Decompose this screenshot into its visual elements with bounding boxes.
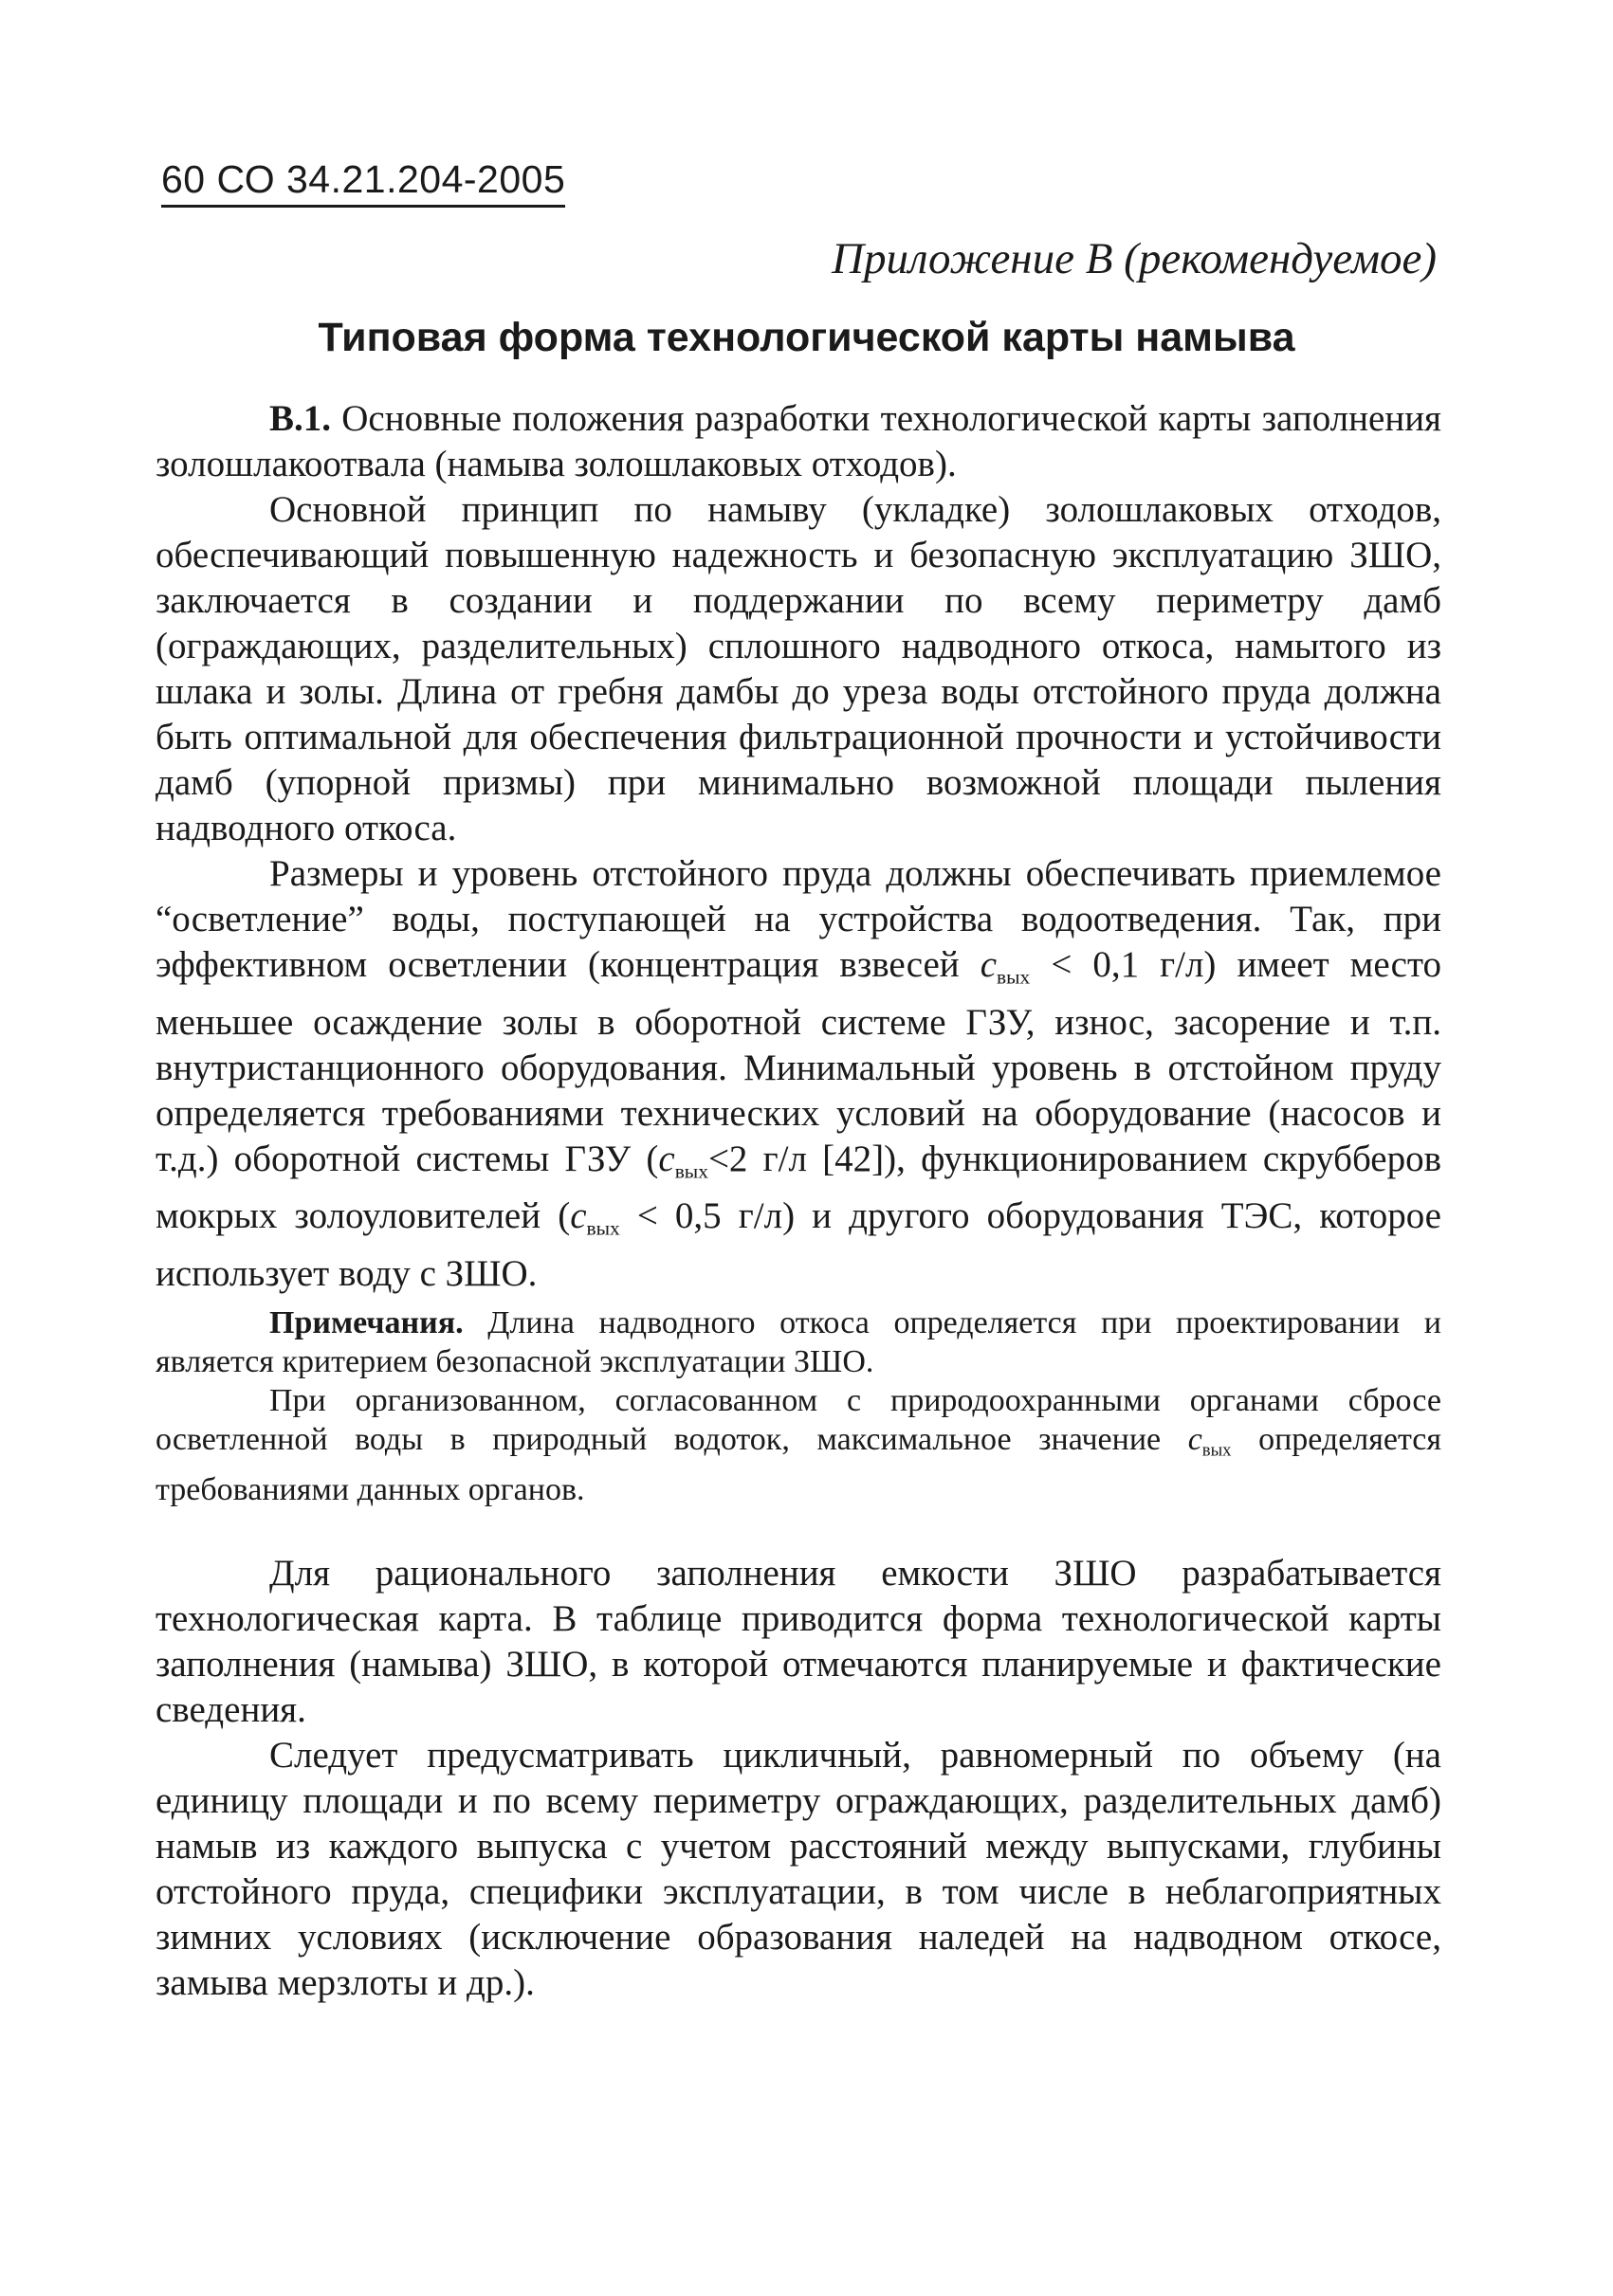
note-2 xyxy=(156,1381,1441,1509)
note-2-text-a: При организованном, согласованном с природоохранными органами сбросе осветленной воды в природный водоток, максимальное значение xyxy=(156,1383,1441,1457)
notes-label: Примечания. xyxy=(269,1305,464,1340)
paragraph-pond xyxy=(156,851,1441,1297)
section-label: В.1. xyxy=(269,398,332,439)
section-b1-text: Основные положения разработки технологической карты заполнения золошлакоотвала (намыва золошлаковых отходов). xyxy=(156,398,1441,484)
page-header: 60 СО 34.21.204-2005 xyxy=(161,157,565,208)
c-out-variable xyxy=(658,1138,708,1182)
c-symbol: c xyxy=(980,944,998,985)
note-1-text: Длина надводного откоса определяется при проектировании и является критерием безопасной эксплуатации ЗШО. xyxy=(156,1305,1441,1379)
pond-text-2: < 0,1 г/л) имеет место меньшее осаждение золы в оборотной системе ГЗУ, износ, засорение и т.п. внутристанционного оборудования. Минимальный уровень в отстойном пруду определяется требованиями технических условий на оборудование (насосов и т.д.) оборотной системы ГЗУ ( xyxy=(156,944,1441,1179)
c-subscript: вых xyxy=(674,1159,708,1182)
c-out-variable xyxy=(1187,1422,1232,1461)
secondary-text-block xyxy=(156,1551,1441,2006)
c-subscript: вых xyxy=(1201,1440,1232,1461)
document-title: Типовая форма технологической карты намыва xyxy=(318,315,1295,360)
notes-block xyxy=(156,1303,1441,1509)
main-text-block xyxy=(156,396,1441,1297)
paragraph-cyclic: Следует предусматривать цикличный, равномерный по объему (на единицу площади и по всему периметру ограждающих, разделительных дамб) намыв из каждого выпуска с учетом расстояний между выпусками, глубины отстойного пруда, специфики эксплуатации, в том числе в неблагоприятных зимних условиях (исключение образования наледей на надводном откосе, замыва мерзлоты и др.). xyxy=(156,1735,1441,2003)
c-out-variable xyxy=(980,944,1031,989)
note-2-text-b: определяется требованиями данных органов. xyxy=(156,1422,1441,1507)
section-b1-paragraph xyxy=(156,396,1441,487)
pond-text-4: < 0,5 г/л) и другого оборудования ТЭС, которое использует воду с ЗШО. xyxy=(156,1195,1441,1294)
paragraph-principle: Основной принцип по намыву (укладке) золошлаковых отходов, обеспечивающий повышенную надежность и безопасную эксплуатацию ЗШО, заключается в создании и поддержании по всему периметру дамб (ограждающих, разделительных) сплошного надводного откоса, намытого из шлака и золы. Длина от гребня дамбы до уреза воды отстойного пруда должна быть оптимальной для обеспечения фильтрационной прочности и устойчивости дамб (упорной призмы) при минимально возможной площади пыления надводного откоса. xyxy=(156,489,1441,848)
c-symbol: c xyxy=(1187,1422,1202,1457)
paragraph-tech-card: Для рационального заполнения емкости ЗШО разрабатывается технологическая карта. В таблице приводится форма технологической карты заполнения (намыва) ЗШО, в которой отмечаются планируемые и фактические сведения. xyxy=(156,1553,1441,1730)
pond-text-1: Размеры и уровень отстойного пруда должны обеспечивать приемлемое “осветление” воды, поступающей на устройства водоотведения. Так, при эффективном осветлении (концентрация взвесей xyxy=(156,853,1441,985)
c-symbol: c xyxy=(658,1138,675,1179)
c-subscript: вых xyxy=(997,965,1031,989)
appendix-label: Приложение В (рекомендуемое) xyxy=(832,234,1437,283)
c-out-variable xyxy=(570,1195,620,1240)
c-symbol: c xyxy=(570,1195,587,1236)
pond-text-3: <2 г/л [42]), функционированием скрубберов мокрых золоуловителей ( xyxy=(156,1138,1442,1236)
note-1 xyxy=(156,1303,1441,1381)
c-subscript: вых xyxy=(586,1216,620,1240)
